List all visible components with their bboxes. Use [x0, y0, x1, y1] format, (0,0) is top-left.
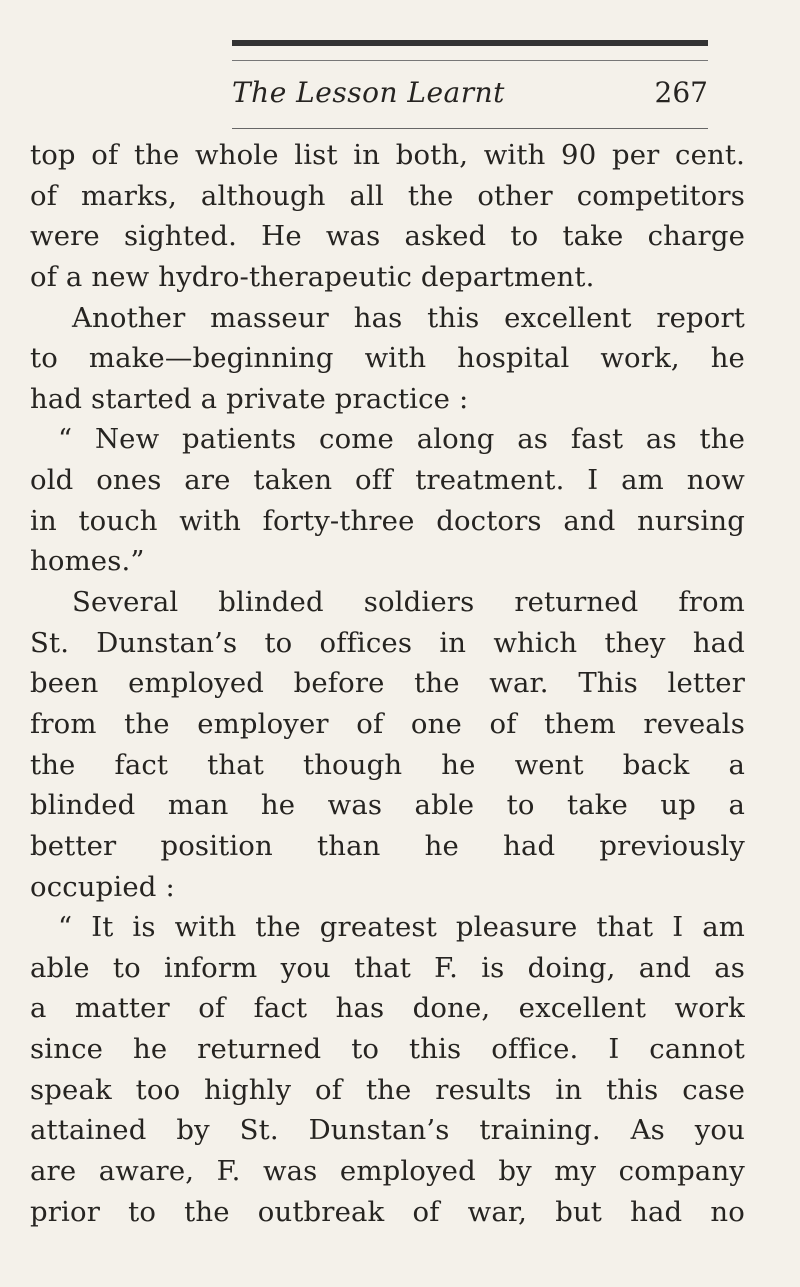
- text-line: top of the whole list in both, with 90 per cent.: [30, 139, 745, 171]
- text-line: better position than he had previously: [30, 829, 745, 862]
- header-rule: [232, 128, 708, 129]
- body-text: [30, 135, 745, 1232]
- text-line: of marks, although all the other competitors: [30, 179, 745, 212]
- text-line: homes.”: [30, 545, 145, 578]
- text-line: in touch with forty-three doctors and nursing: [30, 504, 745, 537]
- text-line: old ones are taken off treatment. I am now: [30, 464, 745, 497]
- text-line: speak too highly of the results in this case: [30, 1073, 745, 1106]
- text-line: St. Dunstan’s to offices in which they had: [30, 626, 745, 659]
- text-line: since he returned to this office. I cannot: [30, 1033, 745, 1066]
- text-line: from the employer of one of them reveals: [30, 707, 745, 740]
- text-line: had started a private practice :: [30, 382, 469, 415]
- text-line: blinded man he was able to take up a: [30, 789, 745, 822]
- text-line: to make—beginning with hospital work, he: [30, 342, 745, 375]
- text-line: a matter of fact has done, excellent work: [30, 992, 745, 1025]
- text-line: Another masseur has this excellent report: [72, 301, 745, 334]
- text-line: been employed before the war. This letter: [30, 667, 745, 700]
- text-line: were sighted. He was asked to take charge: [30, 220, 745, 253]
- text-line: “ New patients come along as fast as the: [58, 423, 745, 456]
- text-line: able to inform you that F. is doing, and as: [30, 951, 745, 984]
- top-thin-rule: [232, 60, 708, 61]
- text-line: Several blinded soldiers returned from: [72, 586, 745, 619]
- running-header: [232, 68, 708, 120]
- text-line: prior to the outbreak of war, but had no: [30, 1195, 745, 1228]
- running-title: The Lesson Learnt: [232, 76, 505, 109]
- text-line: of a new hydro-therapeutic department.: [30, 260, 595, 293]
- text-line: attained by St. Dunstan’s training. As you: [30, 1114, 745, 1147]
- page-number: 267: [654, 76, 708, 109]
- top-border-rule: [232, 40, 708, 46]
- text-line: the fact that though he went back a: [30, 748, 745, 781]
- text-line: are aware, F. was employed by my company: [30, 1155, 745, 1188]
- text-line: “ It is with the greatest pleasure that I am: [58, 911, 745, 944]
- text-line: occupied :: [30, 870, 175, 903]
